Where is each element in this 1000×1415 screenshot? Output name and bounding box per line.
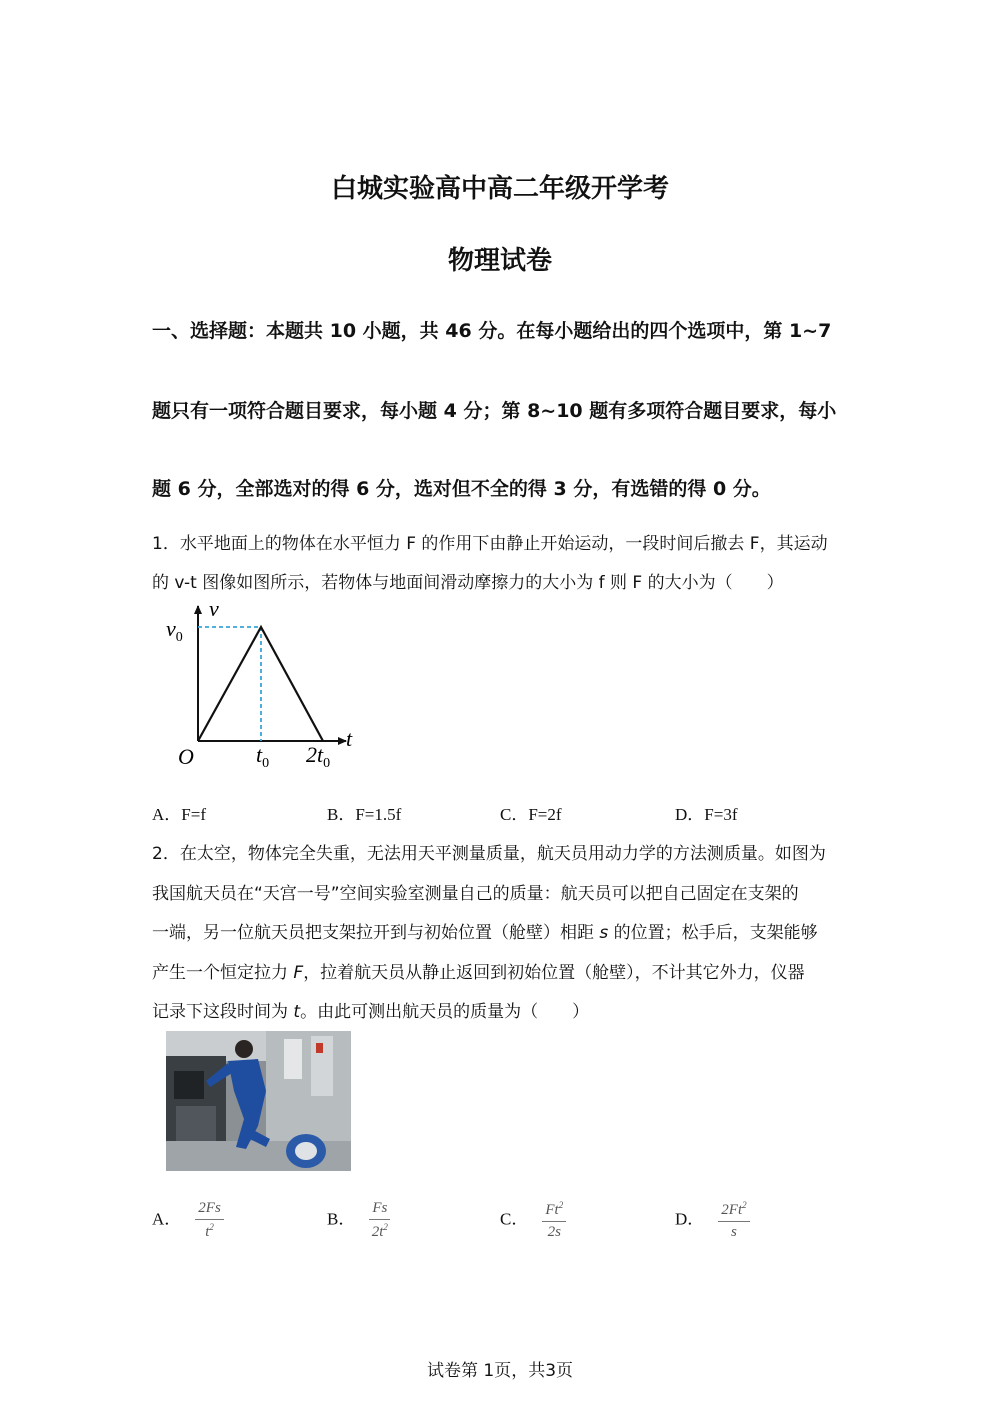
exam-title: 白城实验高中高二年级开学考 [330, 174, 669, 204]
q1-option-c: C．F=2f [500, 805, 562, 824]
question-2-line-4: 产生一个恒定拉力 F，拉着航天员从静止返回到初始位置（舱壁），不计其它外力，仪器 [152, 963, 805, 983]
section-instructions-line-3: 题 6 分，全部选对的得 6 分，选对但不全的得 3 分，有选错的得 0 分。 [152, 478, 771, 500]
t0-label: $t_0$ [256, 742, 270, 771]
t-axis-label: t [346, 726, 353, 751]
q2-option-d: D． $\frac{2Ft^2}{s}$ [675, 1200, 750, 1241]
page-footer: 试卷第 1页，共3页 [426, 1361, 574, 1381]
q1-option-b: B．F=1.5f [327, 805, 402, 824]
q1-option-d: D．F=3f [675, 805, 738, 824]
q2-option-b: B． $\frac{Fs}{2t^2}$ [327, 1200, 390, 1241]
question-2-line-2: 我国航天员在“天宫一号”空间实验室测量自己的质量：航天员可以把自己固定在支架的 [152, 884, 799, 904]
question-1-line-1: 1．水平地面上的物体在水平恒力 F 的作用下由静止开始运动，一段时间后撤去 F，其运动 [152, 534, 828, 554]
question-1-line-2: 的 v-t 图像如图所示，若物体与地面间滑动摩擦力的大小为 f 则 F 的大小为（ ） [152, 573, 784, 593]
section-instructions-line-1: 一、选择题：本题共 10 小题，共 46 分。在每小题给出的四个选项中，第 1~7 [152, 320, 832, 342]
question-2-line-5: 记录下这段时间为 t。由此可测出航天员的质量为（ ） [152, 1002, 590, 1022]
two-t0-label: $2t_0$ [306, 742, 331, 771]
section-instructions-line-2: 题只有一项符合题目要求，每小题 4 分；第 8~10 题有多项符合题目要求，每小 [152, 400, 837, 422]
question-2-line-3: 一端，另一位航天员把支架拉开到与初始位置（舱壁）相距 s 的位置；松手后，支架能够 [152, 923, 818, 943]
astronaut-photo [166, 1031, 351, 1171]
q2-option-c: C． $\frac{Ft^2}{2s}$ [500, 1200, 566, 1241]
v0-label: $v_0$ [166, 616, 183, 645]
exam-subtitle: 物理试卷 [447, 246, 552, 276]
origin-label: O [178, 744, 194, 769]
v-axis-label: v [209, 596, 219, 621]
vt-graph [160, 596, 370, 776]
question-2-line-1: 2．在太空，物体完全失重，无法用天平测量质量，航天员用动力学的方法测质量。如图为 [152, 844, 826, 864]
q1-option-a: A．F=f [152, 805, 206, 824]
q2-option-a: A． $\frac{2Fs}{t^2}$ [152, 1200, 224, 1241]
